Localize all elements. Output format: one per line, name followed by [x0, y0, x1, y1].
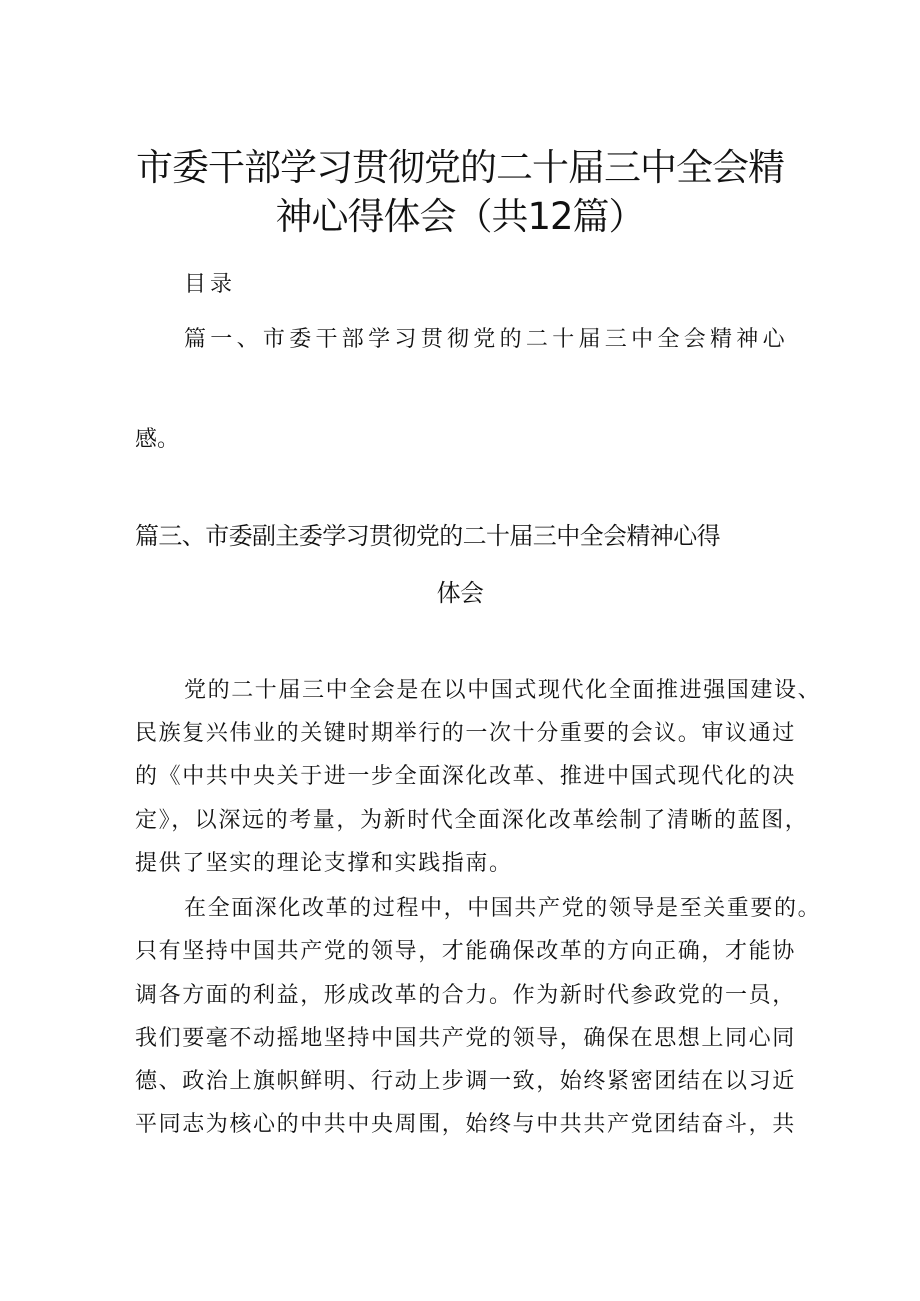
toc-fragment: 感。 [135, 427, 180, 452]
body-line: 调各方面的利益，形成改革的合力。作为新时代参政党的一员， [135, 983, 796, 1008]
toc-item: 篇一、市委干部学习贯彻党的二十届三中全会精神心 [184, 327, 789, 352]
body-line: 我们要毫不动摇地坚持中国共产党的领导，确保在思想上同心同 [135, 1026, 796, 1051]
body-line: 提供了坚实的理论支撑和实践指南。 [135, 851, 513, 876]
body-line: 党的二十届三中全会是在以中国式现代化全面推进强国建设、 [184, 678, 822, 703]
section-title-line-2: 体会 [436, 579, 484, 607]
body-line: 民族复兴伟业的关键时期举行的一次十分重要的会议。审议通过 [135, 721, 796, 746]
body-line: 的《中共中央关于进一步全面深化改革、推进中国式现代化的决 [135, 764, 796, 789]
toc-heading: 目录 [184, 272, 237, 297]
document-title-line-1: 市委干部学习贯彻党的二十届三中全会精 [136, 146, 784, 189]
body-line: 在全面深化改革的过程中，中国共产党的领导是至关重要的。 [184, 896, 822, 921]
body-line: 只有坚持中国共产党的领导，才能确保改革的方向正确，才能协 [135, 939, 796, 964]
body-line: 德、政治上旗帜鲜明、行动上步调一致，始终紧密团结在以习近 [135, 1069, 796, 1094]
section-title-line-1: 篇三、市委副主委学习贯彻党的二十届三中全会精神心得 [135, 522, 720, 550]
body-line: 定》，以深远的考量，为新时代全面深化改革绘制了清晰的蓝图， [135, 808, 809, 833]
document-title-line-2: 神心得体会（共12篇） [275, 195, 645, 238]
body-line: 平同志为核心的中共中央周围，始终与中共共产党团结奋斗，共 [135, 1112, 796, 1137]
